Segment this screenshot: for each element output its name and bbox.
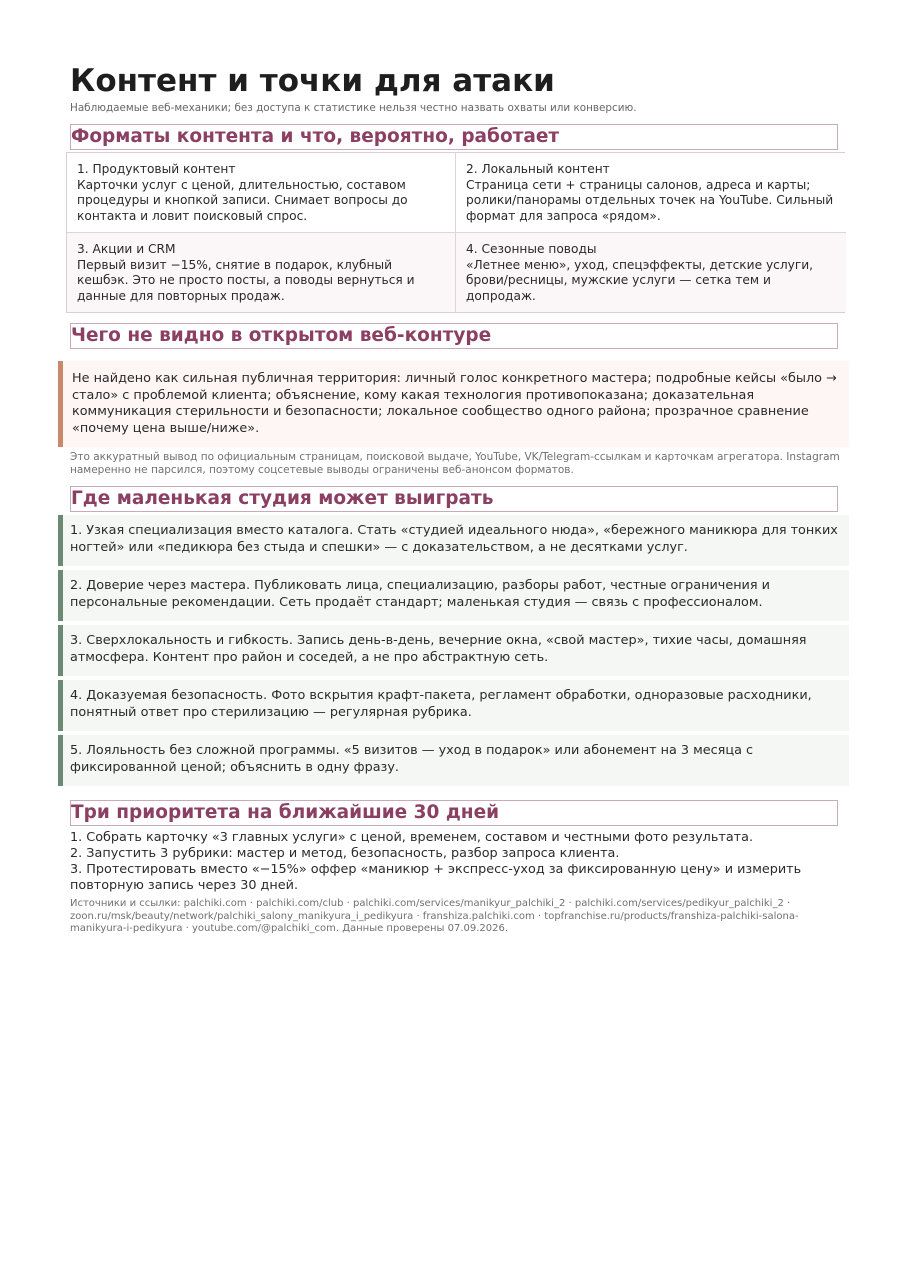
format-card (67, 233, 456, 312)
invisible-note: Это аккуратный вывод по официальным страницам, поисковой выдаче, YouTube, VK/Telegram-ссылкам и карточкам агрегатора. Instagram намеренно не парсился, поэтому соцсетевые выводы ограничены веб-анонсом форматов. (70, 451, 840, 476)
format-card (456, 153, 846, 233)
format-card-title: 4. Сезонные поводы (466, 242, 597, 256)
format-card-text: Первый визит −15%, снятие в подарок, клубный кешбэк. Это не просто посты, а поводы вернуться и данные для повторных продаж. (77, 257, 415, 303)
sources-footnote: Источники и ссылки: palchiki.com · palchiki.com/club · palchiki.com/services/manikyur_palchiki_2 · palchiki.com/services/pedikyur_palchiki_2 · zoon.ru/msk/beauty/network/palchiki_salony_manikyura_i_pedikyura · franshiza.palchiki.com · topfranchise.ru/products/franshiza-palchiki-salona-manikyura-i-pedikyura · youtube.com/@palchiki_com. Данные проверены 07.09.2026. (70, 898, 799, 934)
format-card-title: 3. Акции и CRM (77, 242, 176, 256)
format-card-text: «Летнее меню», уход, спецэффекты, детские услуги, брови/ресницы, мужские услуги — сетка тем и допродаж. (466, 257, 814, 303)
section-heading-formats: Форматы контента и что, вероятно, работает (70, 124, 838, 150)
format-card-text: Страница сети + страницы салонов, адреса и карты; ролики/панорамы отдельных точек на YouTube. Сильный формат для запроса «рядом». (466, 177, 834, 223)
page-subtitle: Наблюдаемые веб-механики; без доступа к статистике нельзя честно назвать охваты или конверсию. (70, 102, 637, 114)
list-item: 1. Собрать карточку «3 главных услуги» с ценой, временем, составом и честными фото результата. (70, 830, 754, 845)
list-item: 2. Запустить 3 рубрики: мастер и метод, безопасность, разбор запроса клиента. (70, 846, 620, 861)
format-card-title: 1. Продуктовый контент (77, 162, 236, 176)
list-item: 5. Лояльность без сложной программы. «5 визитов — уход в подарок» или абонемент на 3 месяца с фиксированной ценой; объяснить в одну фразу. (58, 735, 849, 786)
format-card (67, 153, 456, 233)
invisible-callout: Не найдено как сильная публичная территория: личный голос конкретного мастера; подробные кейсы «было → стало» с проблемой клиента; объяснение, кому какая технология противопоказана; доказательная коммуникация стерильности и безопасности; локальное сообщество одного района; прозрачное сравнение «почему цена выше/ниже». (58, 361, 849, 447)
section-heading-invisible: Чего не видно в открытом веб-контуре (70, 323, 838, 349)
section-heading-priorities: Три приоритета на ближайшие 30 дней (70, 800, 838, 826)
format-card (456, 233, 846, 312)
list-item: 3. Протестировать вместо «−15%» оффер «маникюр + экспресс-уход за фиксированную цену» и измерить повторную запись через 30 дней. (70, 862, 802, 893)
list-item: 1. Узкая специализация вместо каталога. Стать «студией идеального нюда», «бережного маникюра для тонких ногтей» или «педикюра без стыда и спешки» — с доказательством, а не десятками услуг. (58, 515, 849, 566)
list-item: 3. Сверхлокальность и гибкость. Запись день-в-день, вечерние окна, «свой мастер», тихие часы, домашняя атмосфера. Контент про район и соседей, а не про абстрактную сеть. (58, 625, 849, 676)
list-item: 2. Доверие через мастера. Публиковать лица, специализацию, разборы работ, честные ограничения и персональные рекомендации. Сеть продаёт стандарт; маленькая студия — связь с профессионалом. (58, 570, 849, 621)
formats-grid (66, 152, 845, 313)
priorities-list (70, 830, 848, 894)
format-card-text: Карточки услуг с ценой, длительностью, составом процедуры и кнопкой записи. Снимает вопросы до контакта и ловит поисковый спрос. (77, 177, 408, 223)
section-heading-win: Где маленькая студия может выиграть (70, 486, 838, 512)
win-list (58, 515, 849, 786)
format-card-title: 2. Локальный контент (466, 162, 610, 176)
page-title: Контент и точки для атаки (70, 63, 555, 99)
list-item: 4. Доказуемая безопасность. Фото вскрытия крафт-пакета, регламент обработки, одноразовые расходники, понятный ответ про стерилизацию — регулярная рубрика. (58, 680, 849, 731)
